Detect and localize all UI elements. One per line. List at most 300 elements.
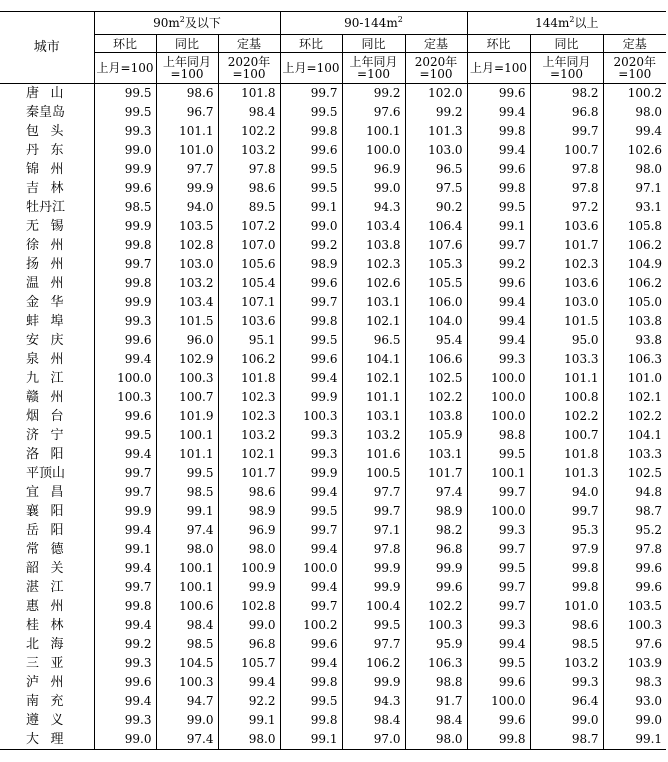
value-cell: 99.7 <box>467 483 530 502</box>
value-cell: 99.9 <box>280 388 342 407</box>
value-cell: 106.3 <box>405 654 467 673</box>
value-cell: 103.3 <box>627 447 663 461</box>
value-cell: 102.6 <box>627 143 663 157</box>
value-cell: 98.2 <box>530 84 603 104</box>
value-cell: 103.2 <box>156 274 218 293</box>
value-cell: 100.1 <box>467 464 530 483</box>
table-row <box>0 654 666 673</box>
value-cell: 99.0 <box>530 711 603 730</box>
value-cell: 99.8 <box>94 236 156 255</box>
value-cell: 99.8 <box>280 122 342 141</box>
value-cell: 99.5 <box>280 331 342 350</box>
value-cell: 99.8 <box>530 559 603 578</box>
value-cell: 101.7 <box>530 236 603 255</box>
base-header-line1: 上年同月 <box>349 55 398 69</box>
table-row <box>0 521 666 540</box>
value-cell: 99.5 <box>94 84 156 104</box>
value-cell: 99.5 <box>280 103 342 122</box>
value-cell: 103.3 <box>530 350 603 369</box>
value-cell: 100.0 <box>94 369 156 388</box>
value-cell: 99.9 <box>342 578 405 597</box>
value-cell: 97.8 <box>530 179 603 198</box>
value-cell: 99.8 <box>467 730 530 750</box>
value-cell: 99.4 <box>94 445 156 464</box>
sub-header-fixed-base: 定基 <box>405 35 467 53</box>
value-cell: 99.7 <box>530 122 603 141</box>
value-cell: 102.2 <box>627 409 663 423</box>
value-cell: 99.8 <box>530 578 603 597</box>
base-header-mom <box>280 53 342 84</box>
value-cell: 100.3 <box>156 673 218 692</box>
city-name-cell: 烟台 <box>0 407 94 426</box>
value-cell: 103.9 <box>627 656 663 670</box>
value-cell: 98.4 <box>405 711 467 730</box>
value-cell: 89.5 <box>218 198 280 217</box>
value-cell: 104.5 <box>156 654 218 673</box>
table-body <box>0 84 666 750</box>
value-cell: 98.8 <box>405 673 467 692</box>
table-row <box>0 635 666 654</box>
value-cell: 95.9 <box>405 635 467 654</box>
city-name-cell: 北海 <box>0 635 94 654</box>
value-cell: 99.1 <box>467 217 530 236</box>
table-row <box>0 616 666 635</box>
base-header-line1: 2020年 <box>414 55 458 69</box>
value-cell: 98.9 <box>405 502 467 521</box>
value-cell: 99.6 <box>467 673 530 692</box>
value-cell: 102.5 <box>405 369 467 388</box>
value-cell: 99.8 <box>467 179 530 198</box>
value-cell: 99.3 <box>94 312 156 331</box>
table-row <box>0 122 666 141</box>
value-cell: 99.9 <box>280 464 342 483</box>
value-cell: 101.3 <box>530 464 603 483</box>
table-row <box>0 483 666 502</box>
value-cell: 99.9 <box>156 179 218 198</box>
value-cell: 100.7 <box>530 426 603 445</box>
value-cell: 99.0 <box>635 713 663 727</box>
base-header-line1: 2020年 <box>613 55 657 69</box>
value-cell: 103.0 <box>405 141 467 160</box>
value-cell: 100.7 <box>530 141 603 160</box>
value-cell: 99.5 <box>280 179 342 198</box>
value-cell: 99.7 <box>342 502 405 521</box>
value-cell: 102.2 <box>218 122 280 141</box>
value-cell: 103.6 <box>530 217 603 236</box>
value-cell: 102.5 <box>627 466 663 480</box>
city-name-cell: 岳阳 <box>0 521 94 540</box>
value-cell: 92.2 <box>218 692 280 711</box>
value-cell: 98.4 <box>156 616 218 635</box>
value-cell: 99.5 <box>342 616 405 635</box>
value-cell: 97.9 <box>530 540 603 559</box>
group-header-under-90: $90m^2$及以下 <box>94 12 280 35</box>
value-cell: 103.1 <box>342 407 405 426</box>
value-cell: 98.6 <box>218 179 280 198</box>
value-cell: 99.5 <box>280 692 342 711</box>
value-cell: 99.6 <box>635 561 663 575</box>
value-cell: 99.1 <box>156 502 218 521</box>
value-cell: 99.6 <box>94 179 156 198</box>
value-cell: 102.3 <box>530 255 603 274</box>
value-cell: 99.4 <box>467 635 530 654</box>
city-name-cell: 平顶山 <box>0 464 94 483</box>
base-header-fixed-base <box>405 53 467 84</box>
value-cell: 102.0 <box>405 84 467 104</box>
value-cell: 98.0 <box>218 540 280 559</box>
value-cell: 99.4 <box>467 141 530 160</box>
value-cell: 99.1 <box>94 540 156 559</box>
value-cell: 99.2 <box>280 236 342 255</box>
value-cell: 99.4 <box>280 540 342 559</box>
value-cell: 97.7 <box>156 160 218 179</box>
value-cell: 99.7 <box>530 502 603 521</box>
city-name-cell: 桂林 <box>0 616 94 635</box>
value-cell: 106.2 <box>218 350 280 369</box>
sub-header-yoy: 同比 <box>156 35 218 53</box>
city-name-cell: 丹东 <box>0 141 94 160</box>
value-cell: 99.2 <box>94 635 156 654</box>
value-cell: 99.6 <box>280 274 342 293</box>
value-cell: 101.8 <box>530 445 603 464</box>
value-cell: 102.1 <box>218 445 280 464</box>
value-cell: 101.1 <box>530 369 603 388</box>
value-cell: 98.5 <box>156 635 218 654</box>
table-row <box>0 730 666 750</box>
value-cell: 98.0 <box>635 105 663 119</box>
city-name-cell: 大理 <box>0 730 94 750</box>
value-cell: 98.5 <box>94 198 156 217</box>
table-row <box>0 578 666 597</box>
value-cell: 103.2 <box>530 654 603 673</box>
value-cell: 97.8 <box>342 540 405 559</box>
value-cell: 95.1 <box>218 331 280 350</box>
value-cell: 99.4 <box>280 654 342 673</box>
value-cell: 96.4 <box>530 692 603 711</box>
value-cell: 96.9 <box>342 160 405 179</box>
value-cell: 105.0 <box>627 295 663 309</box>
value-cell: 99.5 <box>280 160 342 179</box>
value-cell: 106.2 <box>342 654 405 673</box>
base-header-line1: 上月=100 <box>96 61 154 75</box>
value-cell: 99.5 <box>94 426 156 445</box>
value-cell: 107.6 <box>405 236 467 255</box>
value-cell: 100.1 <box>342 122 405 141</box>
value-cell: 98.8 <box>467 426 530 445</box>
value-cell: 99.5 <box>156 464 218 483</box>
value-cell: 99.3 <box>467 616 530 635</box>
value-cell: 99.4 <box>94 692 156 711</box>
value-cell: 98.0 <box>635 162 663 176</box>
value-cell: 99.3 <box>94 122 156 141</box>
table-row <box>0 293 666 312</box>
table-row <box>0 540 666 559</box>
value-cell: 103.2 <box>218 141 280 160</box>
value-cell: 98.7 <box>635 504 663 518</box>
value-cell: 105.7 <box>218 654 280 673</box>
table-row <box>0 502 666 521</box>
value-cell: 100.0 <box>342 141 405 160</box>
value-cell: 103.1 <box>342 293 405 312</box>
value-cell: 99.3 <box>530 673 603 692</box>
table-header <box>0 12 666 84</box>
table-row <box>0 369 666 388</box>
value-cell: 99.5 <box>280 502 342 521</box>
base-header-line1: 上年同月 <box>542 55 591 69</box>
value-cell: 99.3 <box>280 426 342 445</box>
value-cell: 99.9 <box>94 217 156 236</box>
value-cell: 99.7 <box>280 521 342 540</box>
value-cell: 99.8 <box>94 274 156 293</box>
value-cell: 103.5 <box>627 599 663 613</box>
sub-header-mom: 环比 <box>280 35 342 53</box>
base-header-yoy <box>342 53 405 84</box>
base-header-line1: 上月=100 <box>282 61 340 75</box>
value-cell: 99.0 <box>94 730 156 750</box>
value-cell: 99.4 <box>94 521 156 540</box>
value-cell: 99.5 <box>467 445 530 464</box>
value-cell: 106.2 <box>627 276 663 290</box>
value-cell: 98.6 <box>218 483 280 502</box>
value-cell: 99.9 <box>94 160 156 179</box>
value-cell: 94.0 <box>530 483 603 502</box>
value-cell: 103.0 <box>530 293 603 312</box>
value-cell: 100.7 <box>156 388 218 407</box>
value-cell: 99.9 <box>342 559 405 578</box>
value-cell: 96.8 <box>530 103 603 122</box>
city-column-header: 城市 <box>0 12 94 84</box>
value-cell: 98.9 <box>218 502 280 521</box>
value-cell: 98.0 <box>405 730 467 750</box>
value-cell: 99.5 <box>94 103 156 122</box>
value-cell: 98.4 <box>218 103 280 122</box>
city-name-cell: 锦州 <box>0 160 94 179</box>
value-cell: 99.9 <box>405 559 467 578</box>
value-cell: 99.8 <box>280 673 342 692</box>
value-cell: 97.8 <box>218 160 280 179</box>
value-cell: 102.3 <box>342 255 405 274</box>
value-cell: 99.2 <box>405 103 467 122</box>
value-cell: 102.1 <box>627 390 663 404</box>
value-cell: 103.6 <box>218 312 280 331</box>
value-cell: 96.7 <box>156 103 218 122</box>
value-cell: 91.7 <box>405 692 467 711</box>
value-cell: 100.8 <box>530 388 603 407</box>
value-cell: 99.5 <box>467 198 530 217</box>
city-name-cell: 安庆 <box>0 331 94 350</box>
value-cell: 105.4 <box>218 274 280 293</box>
city-name-cell: 遵义 <box>0 711 94 730</box>
table-row <box>0 426 666 445</box>
value-cell: 93.8 <box>635 333 663 347</box>
table-row <box>0 312 666 331</box>
value-cell: 100.3 <box>627 618 663 632</box>
value-cell: 97.2 <box>530 198 603 217</box>
value-cell: 99.7 <box>94 483 156 502</box>
value-cell: 99.6 <box>94 407 156 426</box>
base-header-line2: =100 <box>618 67 652 81</box>
city-name-cell: 洛阳 <box>0 445 94 464</box>
value-cell: 99.6 <box>280 635 342 654</box>
value-cell: 99.3 <box>94 654 156 673</box>
city-name-cell: 蚌埠 <box>0 312 94 331</box>
value-cell: 102.6 <box>342 274 405 293</box>
base-header-yoy <box>530 53 603 84</box>
value-cell: 97.1 <box>635 181 663 195</box>
value-cell: 97.1 <box>342 521 405 540</box>
value-cell: 103.4 <box>342 217 405 236</box>
value-cell: 99.6 <box>467 160 530 179</box>
value-cell: 100.0 <box>280 559 342 578</box>
value-cell: 101.0 <box>156 141 218 160</box>
value-cell: 102.2 <box>405 597 467 616</box>
table-row <box>0 597 666 616</box>
city-name-cell: 扬州 <box>0 255 94 274</box>
value-cell: 99.0 <box>94 141 156 160</box>
value-cell: 99.0 <box>156 711 218 730</box>
value-cell: 99.4 <box>218 673 280 692</box>
sub-header-fixed-base: 定基 <box>603 35 666 53</box>
value-cell: 106.0 <box>405 293 467 312</box>
city-name-cell: 温州 <box>0 274 94 293</box>
value-cell: 101.8 <box>218 369 280 388</box>
base-header-line2: =100 <box>419 67 453 81</box>
value-cell: 106.6 <box>405 350 467 369</box>
value-cell: 102.3 <box>218 388 280 407</box>
value-cell: 103.8 <box>342 236 405 255</box>
value-cell: 97.0 <box>342 730 405 750</box>
value-cell: 100.0 <box>467 692 530 711</box>
value-cell: 97.5 <box>405 179 467 198</box>
value-cell: 99.0 <box>342 179 405 198</box>
value-cell: 103.4 <box>156 293 218 312</box>
group-header-90-144: $90-144m^2$ <box>280 12 467 35</box>
value-cell: 100.1 <box>156 426 218 445</box>
value-cell: 99.4 <box>467 293 530 312</box>
value-cell: 105.5 <box>405 274 467 293</box>
table-row <box>0 84 666 104</box>
city-name-cell: 三亚 <box>0 654 94 673</box>
value-cell: 96.9 <box>218 521 280 540</box>
value-cell: 105.9 <box>405 426 467 445</box>
table-row <box>0 407 666 426</box>
value-cell: 99.5 <box>467 654 530 673</box>
value-cell: 93.1 <box>635 200 663 214</box>
value-cell: 99.6 <box>635 580 663 594</box>
city-name-cell: 包头 <box>0 122 94 141</box>
value-cell: 99.6 <box>94 673 156 692</box>
value-cell: 95.3 <box>530 521 603 540</box>
value-cell: 102.2 <box>405 388 467 407</box>
value-cell: 101.3 <box>405 122 467 141</box>
table-row <box>0 692 666 711</box>
base-header-line1: 上月=100 <box>470 61 528 75</box>
value-cell: 100.2 <box>627 86 663 100</box>
city-name-cell: 徐州 <box>0 236 94 255</box>
value-cell: 102.1 <box>342 369 405 388</box>
value-cell: 98.9 <box>280 255 342 274</box>
value-cell: 99.6 <box>467 84 530 104</box>
sub-header-yoy: 同比 <box>342 35 405 53</box>
sub-header-fixed-base: 定基 <box>218 35 280 53</box>
value-cell: 107.0 <box>218 236 280 255</box>
value-cell: 100.1 <box>156 578 218 597</box>
value-cell: 101.1 <box>342 388 405 407</box>
city-name-cell: 惠州 <box>0 597 94 616</box>
value-cell: 98.6 <box>156 84 218 104</box>
value-cell: 105.6 <box>218 255 280 274</box>
value-cell: 101.0 <box>530 597 603 616</box>
value-cell: 97.8 <box>635 542 663 556</box>
value-cell: 99.0 <box>218 616 280 635</box>
value-cell: 99.4 <box>94 616 156 635</box>
table-row <box>0 103 666 122</box>
value-cell: 99.3 <box>280 445 342 464</box>
value-cell: 104.0 <box>405 312 467 331</box>
value-cell: 102.8 <box>218 597 280 616</box>
value-cell: 100.3 <box>280 407 342 426</box>
value-cell: 99.3 <box>94 711 156 730</box>
city-name-cell: 泸州 <box>0 673 94 692</box>
value-cell: 101.5 <box>156 312 218 331</box>
value-cell: 99.4 <box>280 483 342 502</box>
table-row <box>0 179 666 198</box>
value-cell: 102.9 <box>156 350 218 369</box>
base-header-line2: =100 <box>170 67 204 81</box>
table-row <box>0 255 666 274</box>
value-cell: 96.5 <box>405 160 467 179</box>
table-row <box>0 274 666 293</box>
sub-header-row <box>0 35 666 53</box>
value-cell: 103.5 <box>156 217 218 236</box>
value-cell: 100.2 <box>280 616 342 635</box>
value-cell: 99.0 <box>280 217 342 236</box>
value-cell: 96.5 <box>342 331 405 350</box>
value-cell: 101.7 <box>405 464 467 483</box>
value-cell: 94.3 <box>342 692 405 711</box>
sub-header-mom: 环比 <box>94 35 156 53</box>
table-row <box>0 388 666 407</box>
value-cell: 100.4 <box>342 597 405 616</box>
value-cell: 101.1 <box>156 122 218 141</box>
value-cell: 99.7 <box>94 464 156 483</box>
city-name-cell: 吉林 <box>0 179 94 198</box>
table-row <box>0 331 666 350</box>
city-name-cell: 韶关 <box>0 559 94 578</box>
base-header-line1: 2020年 <box>227 55 271 69</box>
value-cell: 95.0 <box>530 331 603 350</box>
value-cell: 100.9 <box>218 559 280 578</box>
value-cell: 99.6 <box>467 711 530 730</box>
value-cell: 99.9 <box>218 578 280 597</box>
value-cell: 101.0 <box>627 371 663 385</box>
value-cell: 101.7 <box>218 464 280 483</box>
value-cell: 101.5 <box>530 312 603 331</box>
base-header-line2: =100 <box>357 67 390 81</box>
value-cell: 96.0 <box>156 331 218 350</box>
value-cell: 106.2 <box>627 238 663 252</box>
city-name-cell: 唐山 <box>0 84 94 104</box>
value-cell: 97.7 <box>342 635 405 654</box>
city-name-cell: 南充 <box>0 692 94 711</box>
value-cell: 99.9 <box>342 673 405 692</box>
value-cell: 99.9 <box>94 502 156 521</box>
table-row <box>0 673 666 692</box>
value-cell: 100.0 <box>467 407 530 426</box>
base-header-row <box>0 53 666 84</box>
city-name-cell: 牡丹江 <box>0 198 94 217</box>
value-cell: 99.7 <box>280 84 342 104</box>
